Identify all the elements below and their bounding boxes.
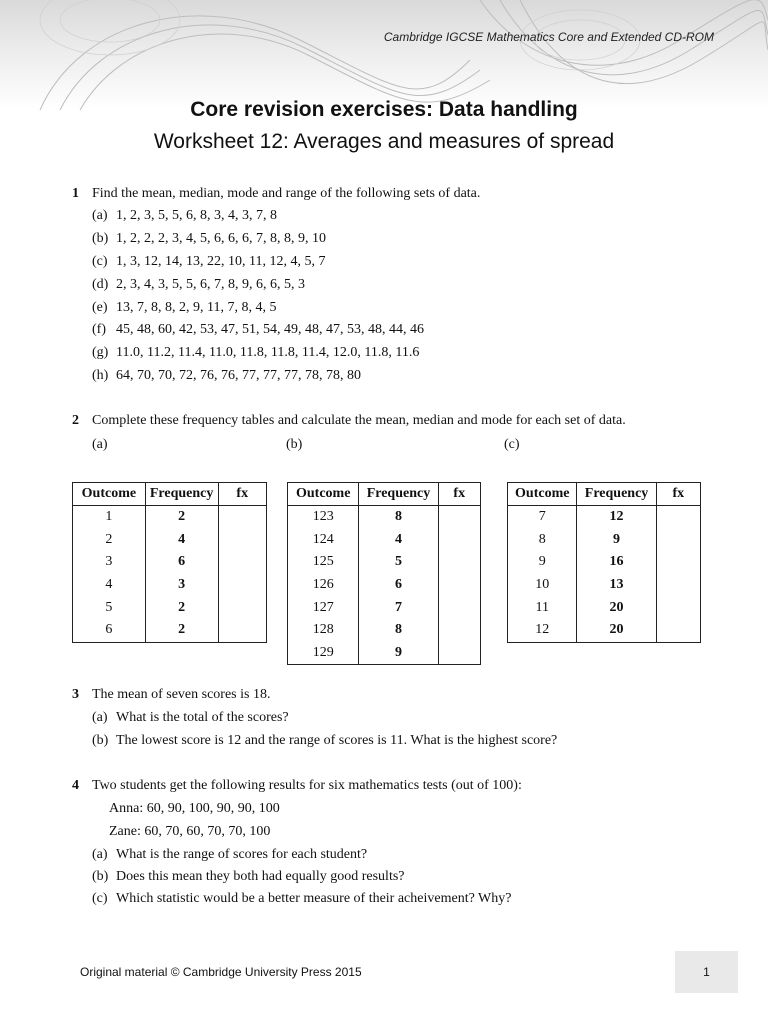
outcome-cell: 129	[288, 642, 359, 665]
frequency-table-c	[507, 482, 701, 643]
copyright-notice: Original material © Cambridge University Press 2015	[80, 965, 362, 979]
part-text: 1, 2, 3, 5, 5, 6, 8, 3, 4, 3, 7, 8	[116, 208, 277, 223]
outcome-cell: 127	[288, 596, 359, 619]
table-row	[73, 506, 267, 529]
table-b-tag: (b)	[286, 437, 303, 452]
list-item	[92, 322, 424, 338]
list-item	[92, 733, 557, 749]
part-text: What is the range of scores for each student?	[116, 847, 368, 862]
table-row	[288, 574, 481, 597]
fx-cell[interactable]	[656, 551, 700, 574]
part-tag: (h)	[92, 368, 109, 383]
fx-cell[interactable]	[218, 596, 267, 619]
part-text: The lowest score is 12 and the range of scores is 11. What is the highest score?	[116, 733, 558, 748]
part-text: 2, 3, 4, 3, 5, 5, 6, 7, 8, 9, 6, 6, 5, 3	[116, 277, 305, 292]
outcome-cell: 2	[73, 529, 146, 552]
part-text: 11.0, 11.2, 11.4, 11.0, 11.8, 11.8, 11.4, 12.0, 11.8, 11.6	[116, 345, 420, 360]
list-item	[92, 277, 305, 293]
zane-results: Zane: 60, 70, 60, 70, 70, 100	[109, 824, 271, 839]
outcome-cell: 5	[73, 596, 146, 619]
frequency-cell: 2	[145, 619, 218, 642]
part-text: Which statistic would be a better measure of their acheivement? Why?	[116, 891, 512, 906]
fx-cell[interactable]	[218, 551, 267, 574]
table-row	[508, 529, 701, 552]
anna-results: Anna: 60, 90, 100, 90, 90, 100	[109, 801, 280, 816]
frequency-table-a	[72, 482, 267, 643]
fx-cell[interactable]	[218, 574, 267, 597]
list-item	[92, 891, 511, 907]
frequency-cell: 13	[577, 574, 656, 597]
part-text: 64, 70, 70, 72, 76, 76, 77, 77, 77, 78, 78, 80	[116, 368, 361, 383]
page-number-box	[675, 951, 738, 993]
frequency-cell: 16	[577, 551, 656, 574]
header-banner	[0, 0, 768, 110]
fx-cell[interactable]	[656, 529, 700, 552]
outcome-cell: 8	[508, 529, 577, 552]
part-tag: (b)	[92, 231, 109, 246]
frequency-cell: 2	[145, 506, 218, 529]
frequency-cell: 4	[145, 529, 218, 552]
table-row	[508, 551, 701, 574]
table-row	[288, 596, 481, 619]
part-text: Does this mean they both had equally good results?	[116, 869, 405, 884]
list-item	[92, 254, 325, 270]
outcome-cell: 126	[288, 574, 359, 597]
list-item	[92, 368, 361, 384]
outcome-cell: 4	[73, 574, 146, 597]
outcome-cell: 6	[73, 619, 146, 642]
fx-cell[interactable]	[438, 642, 480, 665]
part-tag: (f)	[92, 322, 106, 337]
part-tag: (d)	[92, 277, 109, 292]
outcome-cell: 11	[508, 596, 577, 619]
fx-cell[interactable]	[438, 619, 480, 642]
question-text: Complete these frequency tables and calculate the mean, median and mode for each set of data.	[92, 413, 626, 428]
table-a-tag: (a)	[92, 437, 108, 452]
source-caption: Cambridge IGCSE Mathematics Core and Extended CD-ROM	[383, 30, 714, 44]
part-text: 1, 2, 2, 2, 3, 4, 5, 6, 6, 6, 7, 8, 8, 9, 10	[116, 231, 326, 246]
list-item	[92, 231, 326, 247]
frequency-cell: 9	[577, 529, 656, 552]
outcome-cell: 12	[508, 619, 577, 642]
table-header-row	[288, 483, 481, 506]
part-tag: (a)	[92, 847, 108, 862]
decorative-swirl	[0, 0, 768, 110]
page-title: Core revision exercises: Data handling	[190, 98, 578, 121]
fx-cell[interactable]	[438, 596, 480, 619]
column-header: Frequency	[145, 483, 218, 506]
fx-cell[interactable]	[438, 574, 480, 597]
part-tag: (b)	[92, 733, 109, 748]
table-row	[73, 596, 267, 619]
frequency-table-b	[287, 482, 481, 665]
part-tag: (a)	[92, 208, 108, 223]
table-row	[288, 529, 481, 552]
part-text: 13, 7, 8, 8, 2, 9, 11, 7, 8, 4, 5	[116, 300, 277, 315]
list-item	[92, 208, 277, 224]
outcome-cell: 123	[288, 506, 359, 529]
fx-cell[interactable]	[218, 529, 267, 552]
question-number: 4	[72, 778, 79, 793]
table-row	[508, 596, 701, 619]
list-item	[92, 847, 367, 863]
fx-cell[interactable]	[218, 506, 267, 529]
list-item	[92, 345, 419, 361]
outcome-cell: 7	[508, 506, 577, 529]
question-number: 3	[72, 687, 79, 702]
table-row	[508, 506, 701, 529]
outcome-cell: 125	[288, 551, 359, 574]
frequency-cell: 2	[145, 596, 218, 619]
table-row	[73, 551, 267, 574]
fx-cell[interactable]	[438, 506, 480, 529]
table-row	[73, 529, 267, 552]
outcome-cell: 10	[508, 574, 577, 597]
list-item	[92, 869, 405, 885]
worksheet-subtitle: Worksheet 12: Averages and measures of spread	[153, 130, 615, 153]
question-number: 2	[72, 413, 79, 428]
column-header: fx	[218, 483, 267, 506]
column-header: Outcome	[508, 483, 577, 506]
column-header: Outcome	[288, 483, 359, 506]
question-text: The mean of seven scores is 18.	[92, 687, 271, 702]
part-text: 45, 48, 60, 42, 53, 47, 51, 54, 49, 48, 47, 53, 48, 44, 46	[116, 322, 424, 337]
table-header-row	[508, 483, 701, 506]
list-item	[92, 300, 276, 316]
table-row	[73, 574, 267, 597]
column-header: fx	[656, 483, 700, 506]
fx-cell[interactable]	[656, 596, 700, 619]
column-header: Frequency	[577, 483, 656, 506]
table-row	[288, 506, 481, 529]
outcome-cell: 1	[73, 506, 146, 529]
table-row	[288, 619, 481, 642]
outcome-cell: 128	[288, 619, 359, 642]
page-number: 1	[703, 965, 710, 979]
outcome-cell: 124	[288, 529, 359, 552]
frequency-cell: 8	[359, 506, 438, 529]
fx-cell[interactable]	[656, 574, 700, 597]
table-c-tag: (c)	[504, 437, 520, 452]
outcome-cell: 9	[508, 551, 577, 574]
part-tag: (e)	[92, 300, 108, 315]
frequency-cell: 4	[359, 529, 438, 552]
part-tag: (a)	[92, 710, 108, 725]
frequency-cell: 9	[359, 642, 438, 665]
frequency-cell: 20	[577, 619, 656, 642]
question-number: 1	[72, 186, 79, 201]
part-text: What is the total of the scores?	[116, 710, 289, 725]
list-item	[92, 710, 289, 726]
frequency-cell: 6	[145, 551, 218, 574]
frequency-cell: 6	[359, 574, 438, 597]
column-header: Frequency	[359, 483, 438, 506]
fx-cell[interactable]	[656, 506, 700, 529]
part-tag: (g)	[92, 345, 109, 360]
table-row	[508, 619, 701, 642]
frequency-cell: 3	[145, 574, 218, 597]
part-text: 1, 3, 12, 14, 13, 22, 10, 11, 12, 4, 5, 7	[116, 254, 326, 269]
fx-cell[interactable]	[656, 619, 700, 642]
frequency-cell: 7	[359, 596, 438, 619]
column-header: Outcome	[73, 483, 146, 506]
question-text: Two students get the following results for six mathematics tests (out of 100):	[92, 778, 522, 793]
fx-cell[interactable]	[218, 619, 267, 642]
outcome-cell: 3	[73, 551, 146, 574]
part-tag: (c)	[92, 254, 108, 269]
table-header-row	[73, 483, 267, 506]
frequency-cell: 5	[359, 551, 438, 574]
frequency-cell: 12	[577, 506, 656, 529]
frequency-cell: 8	[359, 619, 438, 642]
question-text: Find the mean, median, mode and range of the following sets of data.	[92, 186, 481, 201]
frequency-cell: 20	[577, 596, 656, 619]
table-row	[508, 574, 701, 597]
fx-cell[interactable]	[438, 551, 480, 574]
table-row	[288, 642, 481, 665]
table-row	[288, 551, 481, 574]
table-row	[73, 619, 267, 642]
part-tag: (c)	[92, 891, 108, 906]
part-tag: (b)	[92, 869, 109, 884]
fx-cell[interactable]	[438, 529, 480, 552]
column-header: fx	[438, 483, 480, 506]
